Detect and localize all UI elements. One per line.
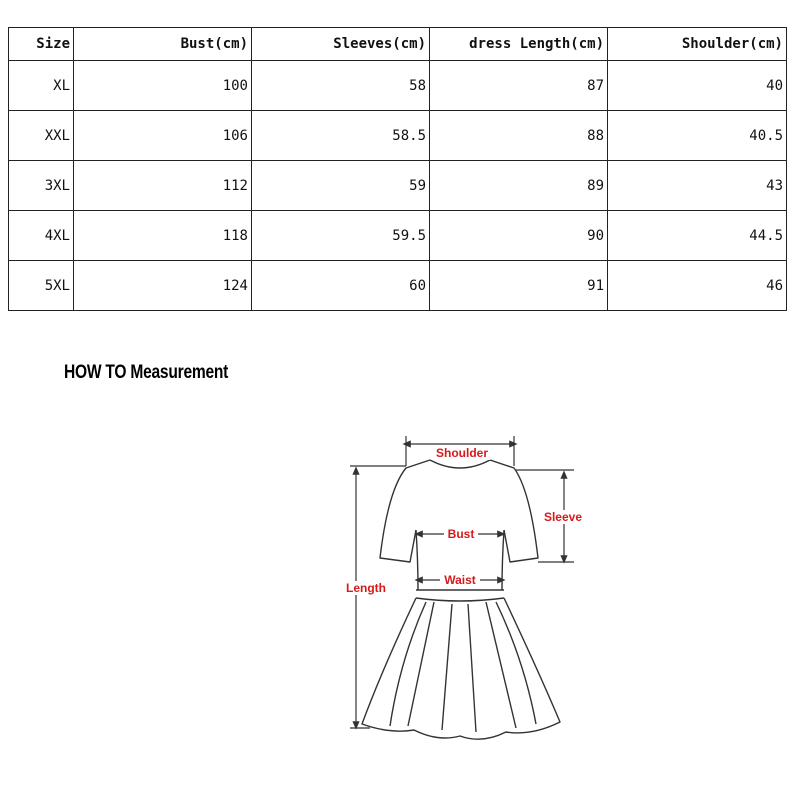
size-chart-table	[8, 27, 787, 311]
header-shoulder: Shoulder(cm)	[608, 28, 787, 61]
cell-sleeves: 60	[252, 261, 430, 311]
cell-bust: 118	[74, 211, 252, 261]
table-row	[9, 261, 787, 311]
cell-shoulder: 46	[608, 261, 787, 311]
table-row	[9, 161, 787, 211]
cell-bust: 124	[74, 261, 252, 311]
cell-shoulder: 40.5	[608, 111, 787, 161]
table-row	[9, 61, 787, 111]
howto-title: HOW TO Measurement	[64, 362, 229, 383]
length-label: Length	[346, 581, 386, 595]
cell-size: XXL	[9, 111, 74, 161]
cell-shoulder: 40	[608, 61, 787, 111]
cell-sleeves: 58	[252, 61, 430, 111]
shoulder-label: Shoulder	[435, 446, 489, 460]
cell-sleeves: 59	[252, 161, 430, 211]
cell-sleeves: 58.5	[252, 111, 430, 161]
header-sleeves: Sleeves(cm)	[252, 28, 430, 61]
cell-size: XL	[9, 61, 74, 111]
cell-size: 4XL	[9, 211, 74, 261]
cell-bust: 106	[74, 111, 252, 161]
header-bust: Bust(cm)	[74, 28, 252, 61]
table-header-row	[9, 28, 787, 61]
waist-label: Waist	[444, 573, 476, 587]
sleeve-label: Sleeve	[543, 510, 583, 524]
table-row	[9, 111, 787, 161]
cell-length: 87	[430, 61, 608, 111]
header-size: Size	[9, 28, 74, 61]
cell-size: 5XL	[9, 261, 74, 311]
cell-sleeves: 59.5	[252, 211, 430, 261]
table-row	[9, 211, 787, 261]
cell-shoulder: 44.5	[608, 211, 787, 261]
bust-label: Bust	[447, 527, 475, 541]
cell-shoulder: 43	[608, 161, 787, 211]
dress-outline	[362, 460, 560, 739]
cell-size: 3XL	[9, 161, 74, 211]
cell-length: 88	[430, 111, 608, 161]
cell-length: 90	[430, 211, 608, 261]
dress-measurement-diagram	[330, 430, 590, 760]
header-dress-length: dress Length(cm)	[430, 28, 608, 61]
cell-length: 91	[430, 261, 608, 311]
cell-length: 89	[430, 161, 608, 211]
cell-bust: 100	[74, 61, 252, 111]
cell-bust: 112	[74, 161, 252, 211]
